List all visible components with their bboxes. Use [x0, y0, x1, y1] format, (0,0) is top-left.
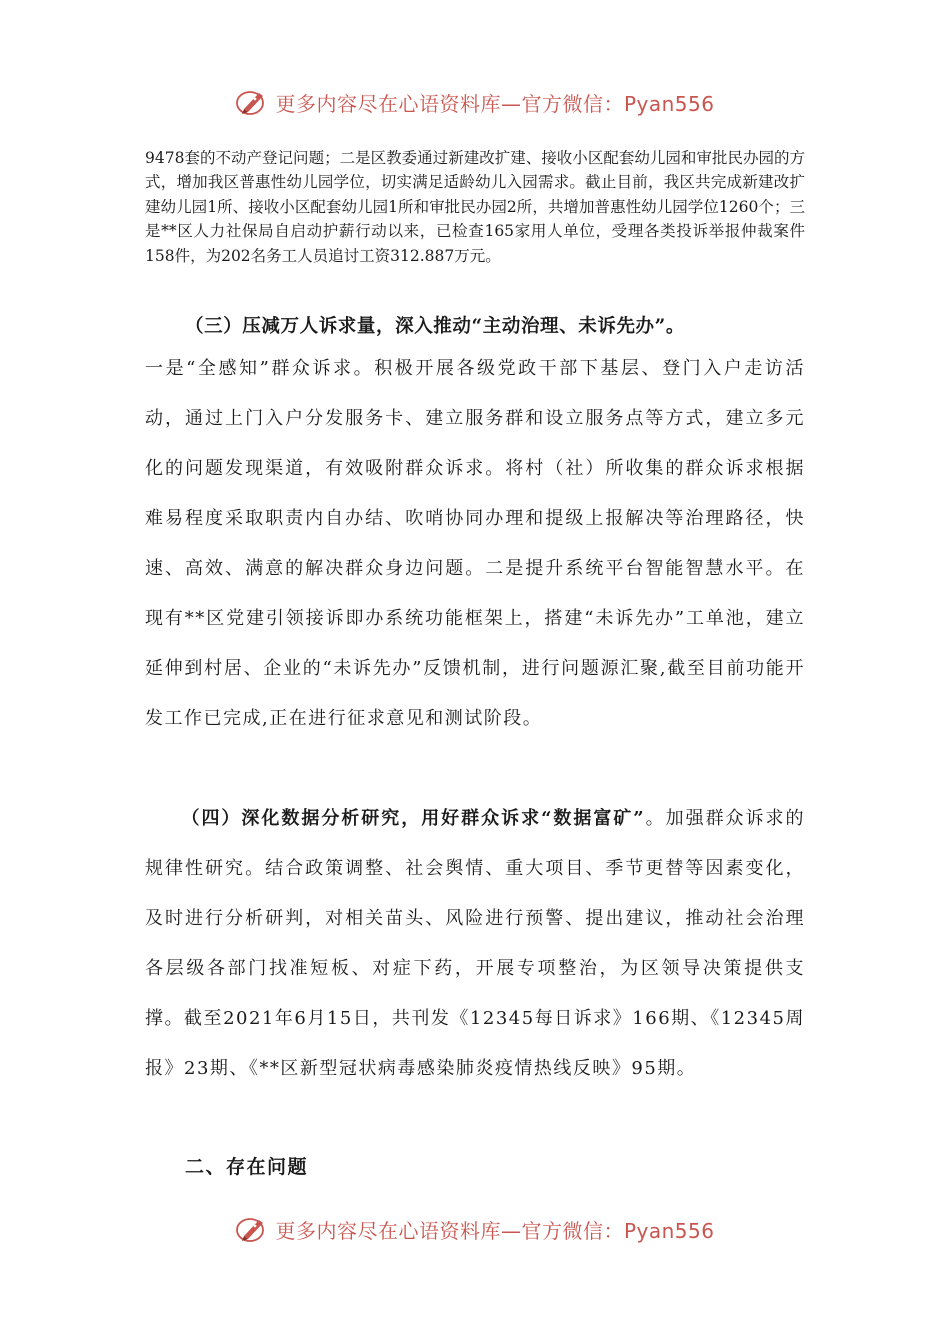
paragraph-intro	[145, 146, 805, 268]
pen-nib-icon	[235, 85, 269, 119]
banner-text: 更多内容尽在心语资料库—官方微信：Pyan556	[275, 91, 715, 116]
paragraph-section-3: 一是“全感知”群众诉求。积极开展各级党政干部下基层、登门入户走访活动，通过上门入户分发服务卡、建立服务群和设立服务点等方式，建立多元化的问题发现渠道，有效吸附群众诉求。将村（社）所收集的群众诉求根据难易程度采取职责内自办结、吹哨协同办理和提级上报解决等治理路径，快速、高效、满意的解决群众身边问题。二是提升系统平台智能智慧水平。在现有**区党建引领接诉即办系统功能框架上，搭建“未诉先办”工单池，建立延伸到村居、企业的“未诉先办”反馈机制，进行问题源汇聚,截至目前功能开发工作已完成,正在进行征求意见和测试阶段。	[145, 358, 805, 729]
header-banner	[0, 82, 950, 122]
heading-section-3: （三）压减万人诉求量，深入推动“主动治理、未诉先办”。	[185, 316, 685, 337]
paragraph-section-4-text: 。加强群众诉求的规律性研究。结合政策调整、社会舆情、重大项目、季节更替等因素变化，及时进行分析研判，对相关苗头、风险进行预警、提出建议，推动社会治理各层级各部门找准短板、对症下药，开展专项整治，为区领导决策提供支撑。截至2021年6月15日，共刊发《12345每日诉求》166期、《12345周报》23期、《**区新型冠状病毒感染肺炎疫情热线反映》95期。	[145, 808, 805, 1079]
footer-banner	[0, 1209, 950, 1249]
heading-section-4: （四）深化数据分析研究，用好群众诉求“数据富矿”	[181, 808, 646, 829]
banner-text: 更多内容尽在心语资料库—官方微信：Pyan556	[275, 1218, 715, 1243]
pen-nib-icon	[235, 1212, 269, 1246]
paragraph-intro-text: 9478套的不动产登记问题；二是区教委通过新建改扩建、接收小区配套幼儿园和审批民办园的方式，增加我区普惠性幼儿园学位，切实满足适龄幼儿入园需求。截止目前，我区共完成新建改扩建幼儿园1所、接收小区配套幼儿园1所和审批民办园2所，共增加普惠性幼儿园学位1260个；三是**区人力社保局自启动护薪行动以来，已检查165家用人单位，受理各类投诉举报仲裁案件158件，为202名务工人员追讨工资312.887万元。	[145, 149, 805, 265]
section-title-problems: 二、存在问题	[185, 1156, 309, 1178]
paragraph-section-4	[145, 794, 805, 1094]
